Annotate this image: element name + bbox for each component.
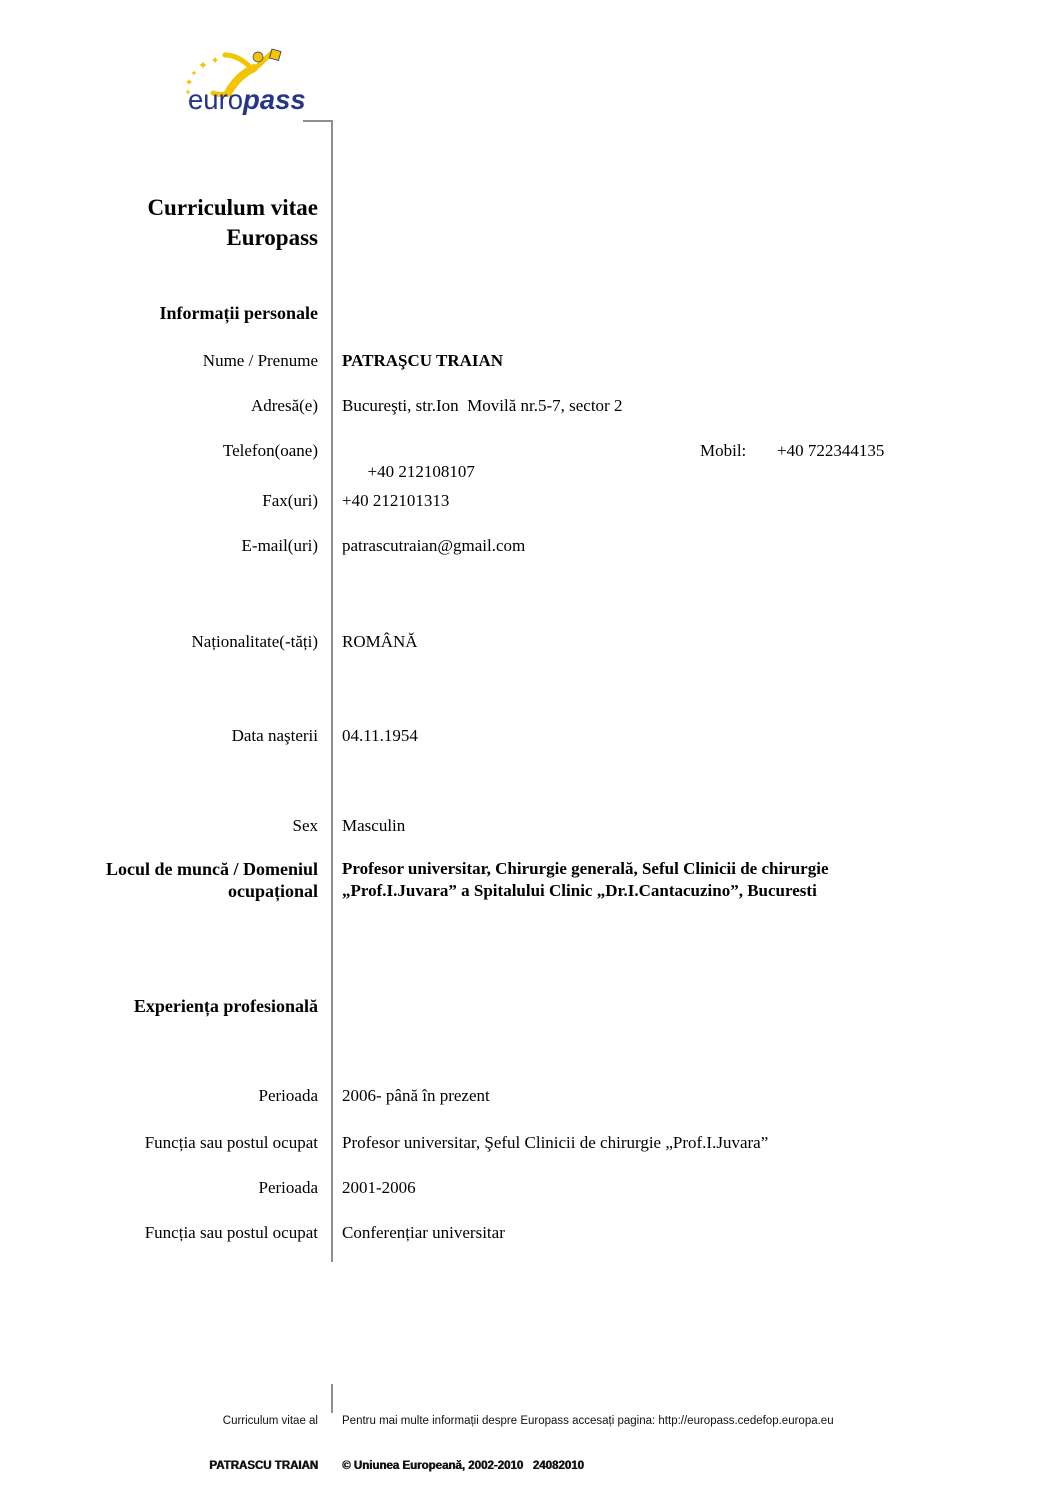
row-email xyxy=(0,535,982,556)
footer-left-line-1: Curriculum vitae al xyxy=(222,1415,318,1427)
row-fax xyxy=(0,490,982,511)
phone-value: +40 212108107 xyxy=(367,462,475,481)
period-1-label: Perioada xyxy=(258,1086,318,1105)
email-value: patrascutraian@gmail.com xyxy=(342,536,526,555)
birthdate-value: 04.11.1954 xyxy=(342,726,418,745)
footer-right-block xyxy=(342,1384,1042,1497)
period-1-value: 2006- până în prezent xyxy=(342,1086,490,1105)
row-birthdate xyxy=(0,725,982,746)
address-label: Adresă(e) xyxy=(250,396,318,415)
sex-value: Masculin xyxy=(342,816,406,835)
period-2-value: 2001-2006 xyxy=(342,1178,416,1197)
row-occupation xyxy=(0,858,942,902)
email-label: E-mail(uri) xyxy=(241,536,318,555)
role-1-label: Funcția sau postul ocupat xyxy=(144,1133,318,1152)
mobile-value: +40 722344135 xyxy=(777,441,885,460)
row-sex xyxy=(0,815,982,836)
sex-label: Sex xyxy=(292,816,318,835)
row-role-1 xyxy=(0,1132,982,1153)
row-period-2 xyxy=(0,1177,982,1198)
row-period-1 xyxy=(0,1085,982,1106)
address-value: Bucureşti, str.Ion Movilă nr.5-7, sector 2 xyxy=(342,396,623,415)
row-address xyxy=(0,395,982,416)
name-label: Nume / Prenume xyxy=(202,351,318,370)
page-title xyxy=(0,193,318,253)
title-line-2: Europass xyxy=(226,225,318,250)
footer-vertical-rule xyxy=(331,1384,333,1413)
footer-left-line-2: PATRASCU TRAIAN xyxy=(209,1460,318,1472)
footer-info-line: Pentru mai multe informații despre Europass accesați pagina: http://europass.cedefop.europa.eu xyxy=(342,1415,834,1427)
top-tick-line xyxy=(303,120,332,122)
row-role-2 xyxy=(0,1222,982,1243)
occupation-value: Profesor universitar, Chirurgie generală, Seful Clinicii de chirurgie „Prof.I.Juvara” a Spitalului Clinic „Dr.I.Cantacuzino”, Bucuresti xyxy=(342,859,833,900)
occupation-label: Locul de muncă / Domeniul ocupațional xyxy=(105,859,318,901)
role-2-value: Conferențiar universitar xyxy=(342,1223,505,1242)
footer-copyright-line: © Uniunea Europeană, 2002-2010 24082010 xyxy=(342,1460,584,1472)
title-line-1: Curriculum vitae xyxy=(147,195,318,220)
role-1-value: Profesor universitar, Şeful Clinicii de chirurgie „Prof.I.Juvara” xyxy=(342,1133,769,1152)
name-value: PATRAŞCU TRAIAN xyxy=(342,351,504,370)
nationality-value: ROMÂNĂ xyxy=(342,632,418,651)
birthdate-label: Data naşterii xyxy=(231,726,318,745)
fax-label: Fax(uri) xyxy=(262,491,318,510)
mobile-label: Mobil: xyxy=(700,441,747,460)
fax-value: +40 212101313 xyxy=(342,491,450,510)
europass-logo xyxy=(182,48,322,120)
phone-label: Telefon(oane) xyxy=(222,441,318,460)
row-nationality xyxy=(0,631,982,652)
section-experience-header: Experiența profesională xyxy=(133,996,318,1016)
role-2-label: Funcția sau postul ocupat xyxy=(144,1223,318,1242)
footer-left-block xyxy=(0,1384,318,1497)
logo-wordmark: europass xyxy=(188,84,306,115)
row-name xyxy=(0,350,982,371)
period-2-label: Perioada xyxy=(258,1178,318,1197)
section-personal-header: Informații personale xyxy=(159,303,318,323)
nationality-label: Naționalitate(-tăți) xyxy=(191,632,318,651)
